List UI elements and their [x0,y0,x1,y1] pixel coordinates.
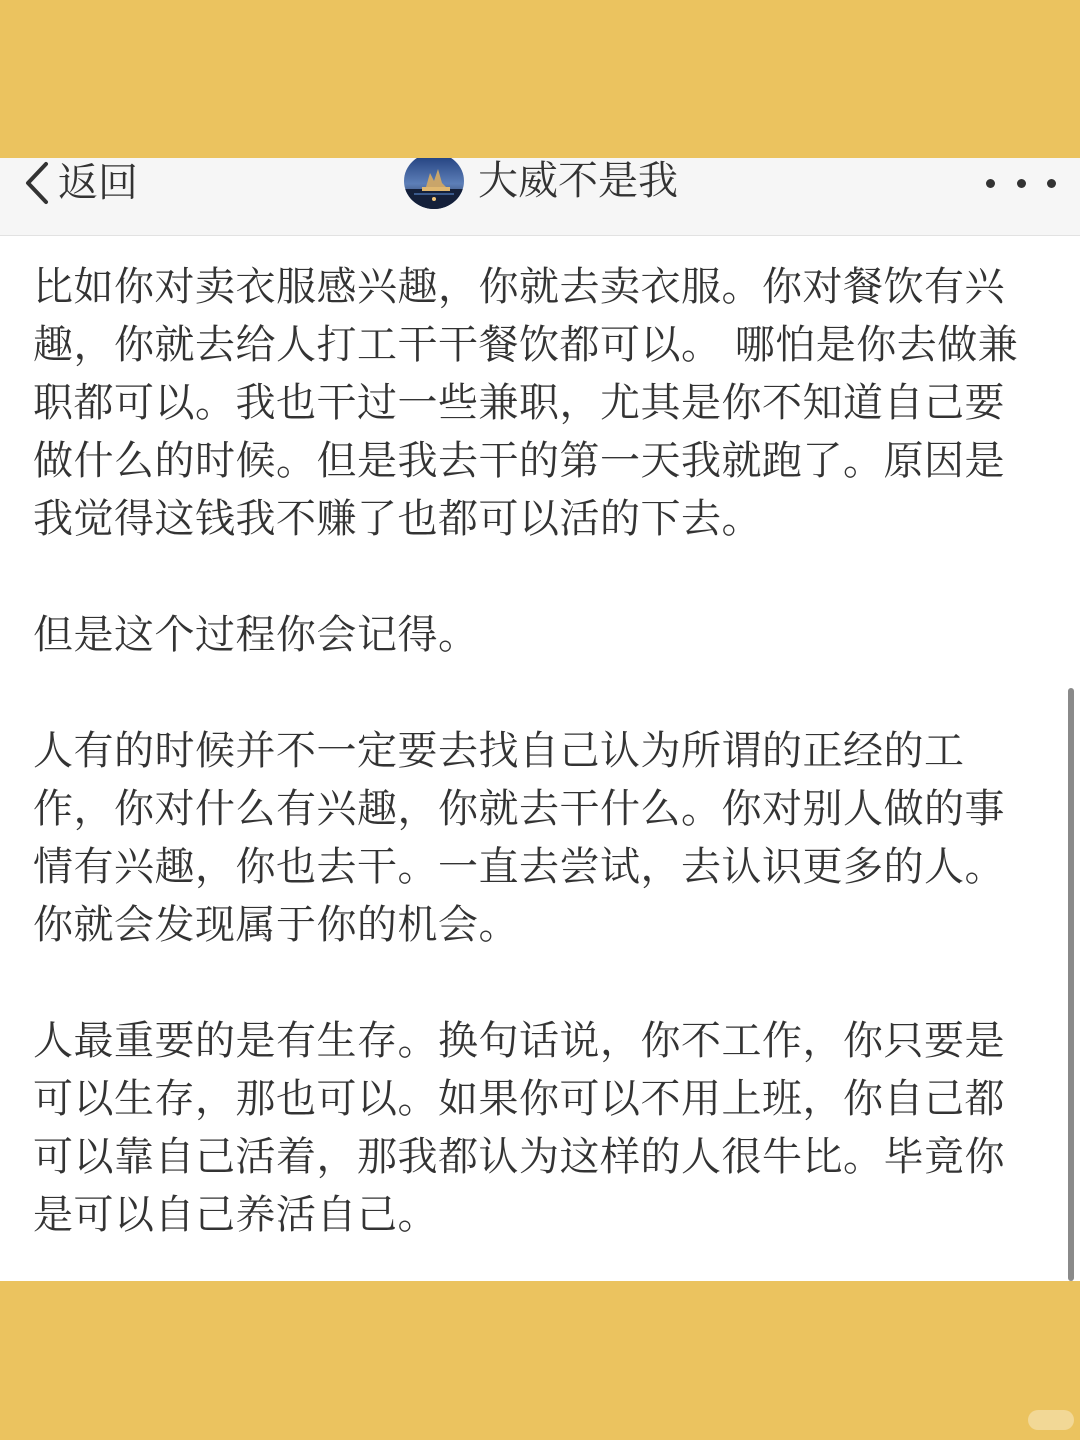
avatar[interactable] [404,158,464,209]
back-label: 返回 [58,160,138,206]
watermark-icon [1028,1410,1074,1430]
more-horizontal-icon-dot [1047,179,1056,188]
author-profile[interactable] [404,158,678,209]
more-horizontal-icon-dot [1017,179,1026,188]
more-horizontal-icon [986,179,995,188]
paragraph: 人最重要的是有生存。换句话说，你不工作，你只要是 可以生存，那也可以。如果你可以不用上班，你自己都 可以靠自己活着，那我都认为这样的人很牛比。毕竟你 是可以自己养活自己。 [33,1018,1005,1238]
scrollbar[interactable] [1068,688,1074,1281]
post-content [33,258,1043,1281]
bottom-background-band [0,1281,1080,1440]
paragraph: 人有的时候并不一定要去找自己认为所谓的正经的工 作，你对什么有兴趣，你就去干什么。你对别人做的事 情有兴趣，你也去干。一直去尝试，去认识更多的人。 你就会发现属于你的机会。 [33,728,1005,948]
paragraph: 但是这个过程你会记得。 [33,612,479,658]
back-button[interactable] [22,158,138,208]
chevron-left-icon [22,158,52,208]
author-name: 大威不是我 [478,158,678,204]
more-button[interactable] [986,168,1056,198]
paragraph: 比如你对卖衣服感兴趣，你就去卖衣服。你对餐饮有兴 趣，你就去给人打工干干餐饮都可以。 哪怕是你去做兼 职都可以。我也干过一些兼职，尤其是你不知道自己要 做什么的时候。但是我去干的第一天我就跑了。原因是 我觉得这钱我不赚了也都可以活的下去。 [33,264,1019,542]
navigation-bar [0,158,1080,236]
phone-screen [0,158,1080,1281]
top-background-band [0,0,1080,158]
